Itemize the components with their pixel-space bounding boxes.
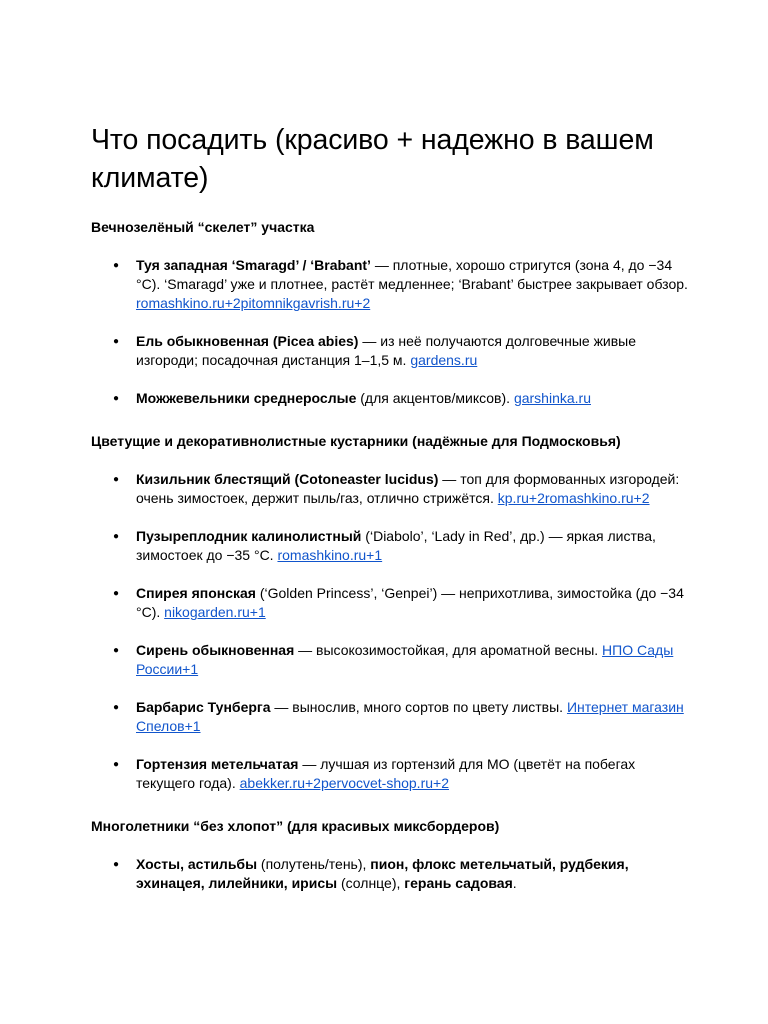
page-title: Что посадить (красиво + надежно в вашем климате) <box>91 124 654 194</box>
source-link[interactable]: nikogarden.ru+1 <box>164 604 266 620</box>
source-link[interactable]: gardens.ru <box>410 352 478 368</box>
item-name: Сирень обыкновенная <box>136 642 295 658</box>
item-text: (солнце), <box>337 875 405 891</box>
item-name: Туя западная ‘Smaragd’ / ‘Brabant’ <box>136 257 371 273</box>
item-name: пион, флокс метельчатый, рудбекия, эхинацея, лилейники, ирисы <box>136 856 629 891</box>
section-heading-evergreen: Вечнозелёный “скелет” участка <box>91 219 315 235</box>
section-heading-perennials: Многолетники “без хлопот” (для красивых миксбордеров) <box>91 818 500 834</box>
item-name: Пузыреплодник калинолистный <box>136 528 362 544</box>
source-link[interactable]: НПО Сады России+1 <box>136 642 674 677</box>
item-name: Барбарис Тунберга <box>136 699 271 715</box>
item-text: — лучшая из гортензий для МО (цветёт на побегах текущего года). <box>136 756 636 791</box>
list-item <box>91 755 691 793</box>
list-item <box>91 256 691 313</box>
source-link[interactable]: kp.ru+2romashkino.ru+2 <box>497 490 650 506</box>
source-link[interactable]: romashkino.ru+2pitomnikgavrish.ru+2 <box>136 295 371 311</box>
source-link[interactable]: Интернет магазин Спелов+1 <box>136 699 684 734</box>
item-name: Можжевельники среднерослые <box>136 390 357 406</box>
item-text: — вынослив, много сортов по цвету листвы. <box>270 699 567 715</box>
list-item <box>91 584 691 622</box>
list-item <box>91 855 691 893</box>
list-evergreen <box>91 256 691 408</box>
document-page <box>91 121 691 893</box>
list-item <box>91 332 691 370</box>
list-item <box>91 641 691 679</box>
item-text: (для акцентов/миксов). <box>356 390 514 406</box>
source-link[interactable]: romashkino.ru+1 <box>277 547 383 563</box>
item-text: (‘Golden Princess’, ‘Genpei’) — неприхотлива, зимостойка (до −34 °С). <box>136 585 684 620</box>
item-text: . <box>512 875 517 891</box>
item-text: — из неё получаются долговечные живые изгороди; посадочная дистанция 1–1,5 м. <box>136 333 637 368</box>
item-text: — топ для формованных изгородей: очень зимостоек, держит пыль/газ, отлично стрижётся. <box>136 471 680 506</box>
list-item <box>91 470 691 508</box>
item-text: (‘Diabolo’, ‘Lady in Red’, др.) — яркая листва, зимостоек до −35 °С. <box>136 528 656 563</box>
list-item <box>91 389 691 408</box>
section-heading-shrubs: Цветущие и декоративнолистные кустарники (надёжные для Подмосковья) <box>91 433 621 449</box>
item-name: Ель обыкновенная (Picea abies) <box>136 333 359 349</box>
source-link[interactable]: garshinka.ru <box>513 390 591 406</box>
list-item <box>91 527 691 565</box>
list-perennials <box>91 855 691 893</box>
list-shrubs <box>91 470 691 793</box>
item-name: Гортензия метельчатая <box>136 756 299 772</box>
item-name: Хосты, астильбы <box>136 856 258 872</box>
item-name: герань садовая <box>404 875 513 891</box>
item-text: — плотные, хорошо стригутся (зона 4, до −34 °С). ‘Smaragd’ уже и плотнее, растёт медленнее; ‘Brabant’ быстрее закрывает обзор. <box>136 257 688 292</box>
item-text: — высокозимостойкая, для ароматной весны. <box>294 642 603 658</box>
item-name: Кизильник блестящий (Cotoneaster lucidus) <box>136 471 439 487</box>
source-link[interactable]: abekker.ru+2pervocvet-shop.ru+2 <box>239 775 449 791</box>
list-item <box>91 698 691 736</box>
item-text: (полутень/тень), <box>257 856 371 872</box>
item-name: Спирея японская <box>136 585 256 601</box>
